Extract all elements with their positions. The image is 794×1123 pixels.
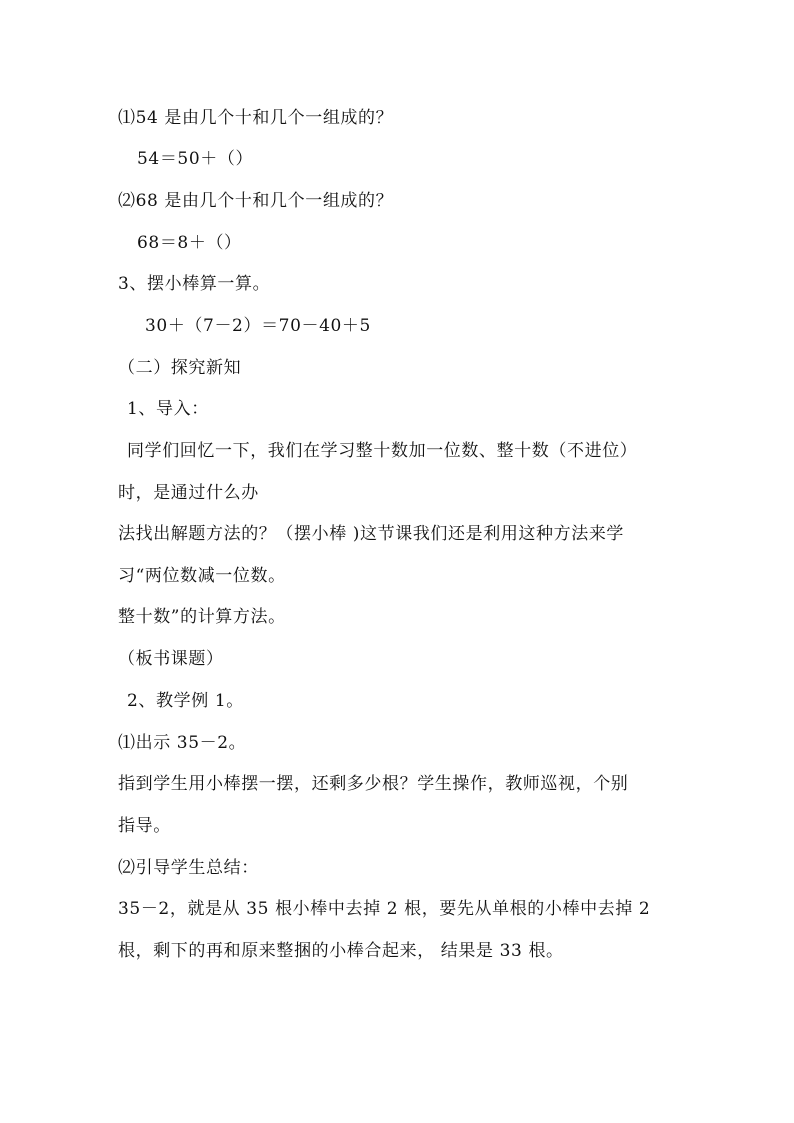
- equation-30-line: 30＋（7－2）＝70－40＋5: [145, 316, 371, 336]
- section-3-heading: 3、摆小棒算一算。: [118, 274, 271, 294]
- instruction-line-2: 指导。: [118, 816, 171, 836]
- summary-line-1: 35－2，就是从 35 根小棒中去掉 2 根，要先从单根的小棒中去掉 2: [118, 899, 651, 919]
- board-title-line: （板书课题）: [118, 649, 224, 669]
- equation-68-line: 68＝8＋（）: [137, 233, 242, 253]
- subsection-1-heading: 1、导入：: [127, 399, 209, 419]
- paragraph-line-3: 法找出解题方法的？（摆小棒 )这节课我们还是利用这种方法来学: [118, 524, 625, 544]
- paragraph-line-2: 时，是通过什么办: [118, 483, 259, 503]
- summary-heading: ⑵引导学生总结：: [118, 858, 259, 878]
- paragraph-line-4: 习“两位数减一位数。: [118, 566, 286, 586]
- example-show-line: ⑴出示 35－2。: [118, 733, 247, 753]
- section-2-heading: （二）探究新知: [118, 358, 242, 378]
- instruction-line-1: 指到学生用小棒摆一摆，还剩多少根？学生操作，教师巡视，个别: [118, 774, 629, 794]
- question-2-line: ⑵68 是由几个十和几个一组成的？: [118, 191, 394, 211]
- subsection-2-heading: 2、教学例 1。: [127, 691, 244, 711]
- equation-54-line: 54＝50＋（）: [137, 149, 254, 169]
- question-1-line: ⑴54 是由几个十和几个一组成的？: [118, 108, 394, 128]
- paragraph-line-1: 同学们回忆一下，我们在学习整十数加一位数、整十数（不进位）: [127, 441, 638, 461]
- summary-line-2: 根，剩下的再和原来整捆的小棒合起来， 结果是 33 根。: [118, 941, 564, 961]
- paragraph-line-5: 整十数”的计算方法。: [118, 607, 286, 627]
